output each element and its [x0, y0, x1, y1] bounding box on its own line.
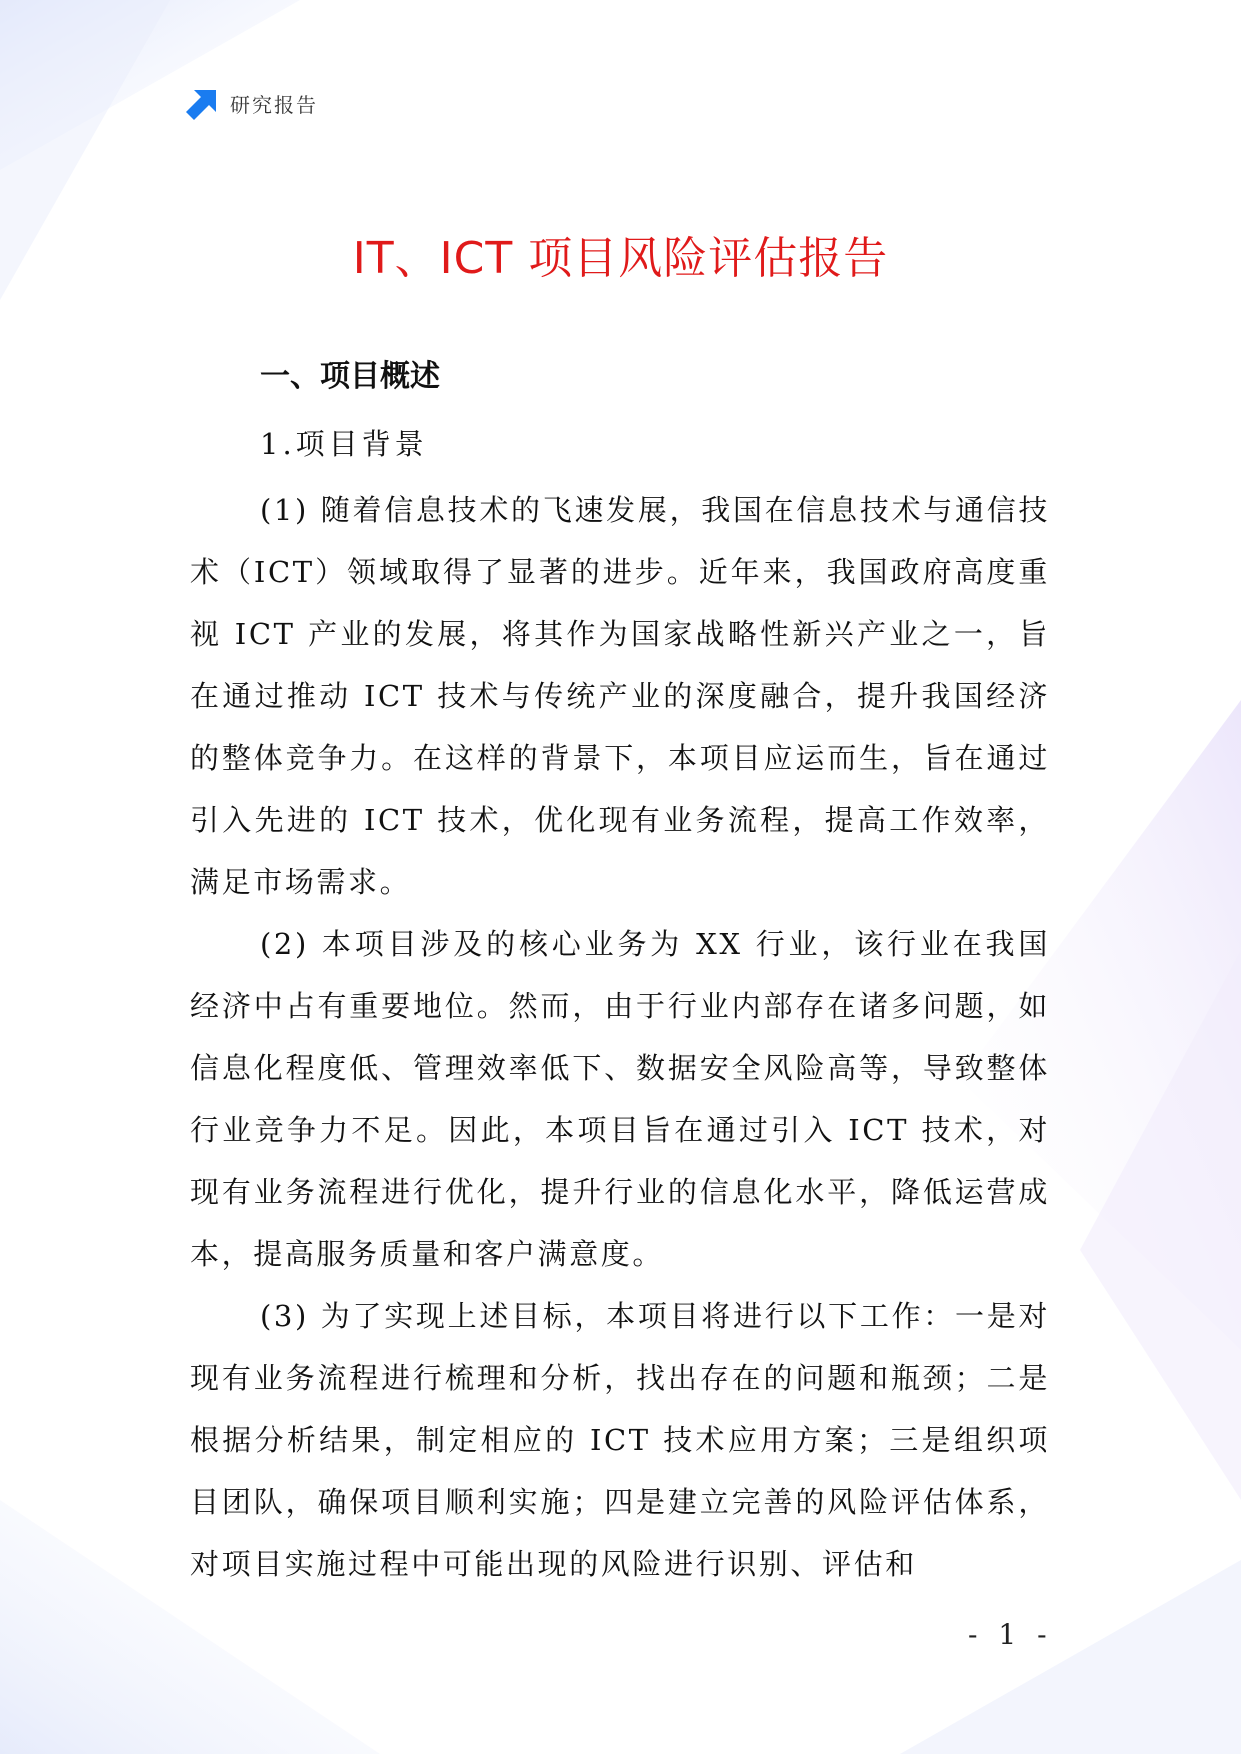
paragraph-3: (3) 为了实现上述目标，本项目将进行以下工作：一是对现有业务流程进行梳理和分析，找出存在的问题和瓶颈；二是根据分析结果，制定相应的 ICT 技术应用方案；三是组织项目团队，确保项目顺利实施；四是建立完善的风险评估体系，对项目实施过程中可能出现的风险进行识别、评估和: [190, 1299, 1050, 1581]
paragraph-2: (2) 本项目涉及的核心业务为 XX 行业，该行业在我国经济中占有重要地位。然而，由于行业内部存在诸多问题，如信息化程度低、管理效率低下、数据安全风险高等，导致整体行业竞争力不足。因此，本项目旨在通过引入 ICT 技术，对现有业务流程进行优化，提升行业的信息化水平，降低运营成本，提高服务质量和客户满意度。: [190, 927, 1050, 1271]
section-heading: 一、项目概述: [260, 359, 440, 394]
document-body: [190, 355, 1050, 1595]
page-number: - 1 -: [968, 1618, 1053, 1651]
report-header: [186, 86, 318, 120]
brand-label: 研究报告: [230, 92, 318, 117]
arrow-up-right-icon: [186, 86, 220, 120]
document-title: IT、ICT 项目风险评估报告: [352, 233, 889, 284]
subsection-heading: 1.项目背景: [260, 427, 428, 461]
paragraph-1: (1) 随着信息技术的飞速发展，我国在信息技术与通信技术（ICT）领域取得了显著的进步。近年来，我国政府高度重视 ICT 产业的发展，将其作为国家战略性新兴产业之一，旨在通过推动 ICT 技术与传统产业的深度融合，提升我国经济的整体竞争力。在这样的背景下，本项目应运而生，旨在通过引入先进的 ICT 技术，优化现有业务流程，提高工作效率，满足市场需求。: [190, 493, 1050, 899]
